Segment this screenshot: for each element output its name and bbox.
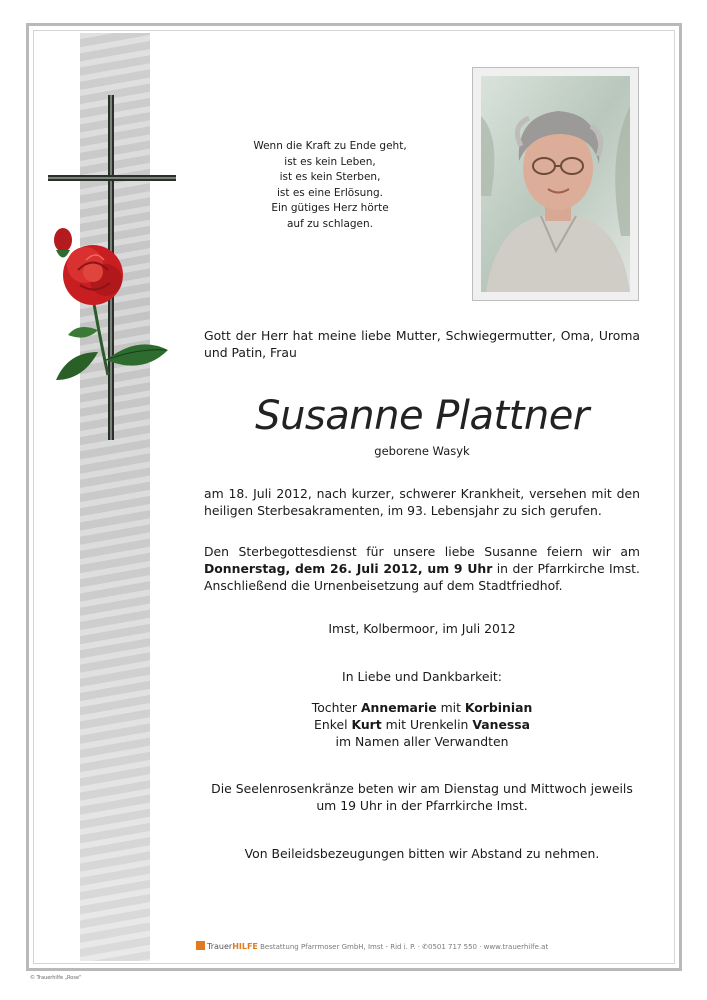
trauerhilfe-logo-icon (196, 941, 205, 950)
family-line-daughter: Tochter Annemarie mit Korbinian (311, 700, 533, 715)
funeral-service-text (204, 543, 640, 594)
rosary-notice (200, 780, 644, 814)
family-line-relatives: im Namen aller Verwandten (335, 734, 509, 749)
quote-line: ist es kein Sterben, (279, 171, 381, 184)
logo-text-trauer: Trauer (207, 942, 233, 951)
portrait-image (481, 76, 630, 292)
quote-line: ist es kein Leben, (284, 155, 376, 168)
rosary-line: um 19 Uhr in der Pfarrkirche Imst. (316, 798, 528, 813)
portrait-photo (472, 67, 639, 301)
memorial-quote (230, 139, 430, 233)
cross-icon (38, 90, 178, 450)
quote-line: auf zu schlagen. (287, 217, 373, 230)
place-and-date: Imst, Kolbermoor, im Juli 2012 (328, 621, 516, 636)
quote-line: Ein gütiges Herz hörte (271, 202, 389, 215)
deceased-name: Susanne Plattner (255, 393, 589, 439)
quote-line: Wenn die Kraft zu Ende geht, (253, 140, 407, 152)
footer-funeral-home (196, 941, 596, 955)
footer-contact-text: Bestattung Pfarrmoser GmbH, Imst - Rid i. P. · ✆0501 717 550 · www.trauerhilfe.at (260, 943, 549, 951)
rosary-line: Die Seelenrosenkränze beten wir am Dienstag und Mittwoch jeweils (211, 781, 633, 796)
family-line-grandchild: Enkel Kurt mit Urenkelin Vanessa (314, 717, 530, 732)
maiden-name: geborene Wasyk (374, 444, 470, 458)
condolence-request: Von Beileidsbezeugungen bitten wir Abstand zu nehmen. (244, 846, 600, 861)
logo-text-hilfe: HILFE (232, 942, 258, 951)
copyright-note: © Trauerhilfe „Rose“ (30, 975, 82, 981)
service-text-before: Den Sterbegottesdienst für unsere liebe Susanne feiern wir am (204, 544, 640, 559)
death-notice-text: am 18. Juli 2012, nach kurzer, schwerer Krankheit, versehen mit den heiligen Sterbesakramenten, im 93. Lebensjahr zu sich gerufen. (204, 486, 640, 518)
intro-text: Gott der Herr hat meine liebe Mutter, Schwiegermutter, Oma, Uroma und Patin, Frau (204, 328, 640, 360)
mourning-family (200, 699, 644, 750)
quote-line: ist es eine Erlösung. (276, 186, 383, 199)
service-text-after: in der Pfarrkirche Imst. Anschließend die Urnenbeisetzung auf dem Stadtfriedhof. (204, 561, 640, 593)
in-love-line: In Liebe und Dankbarkeit: (342, 669, 502, 684)
service-date-time: Donnerstag, dem 26. Juli 2012, um 9 Uhr (204, 561, 493, 576)
